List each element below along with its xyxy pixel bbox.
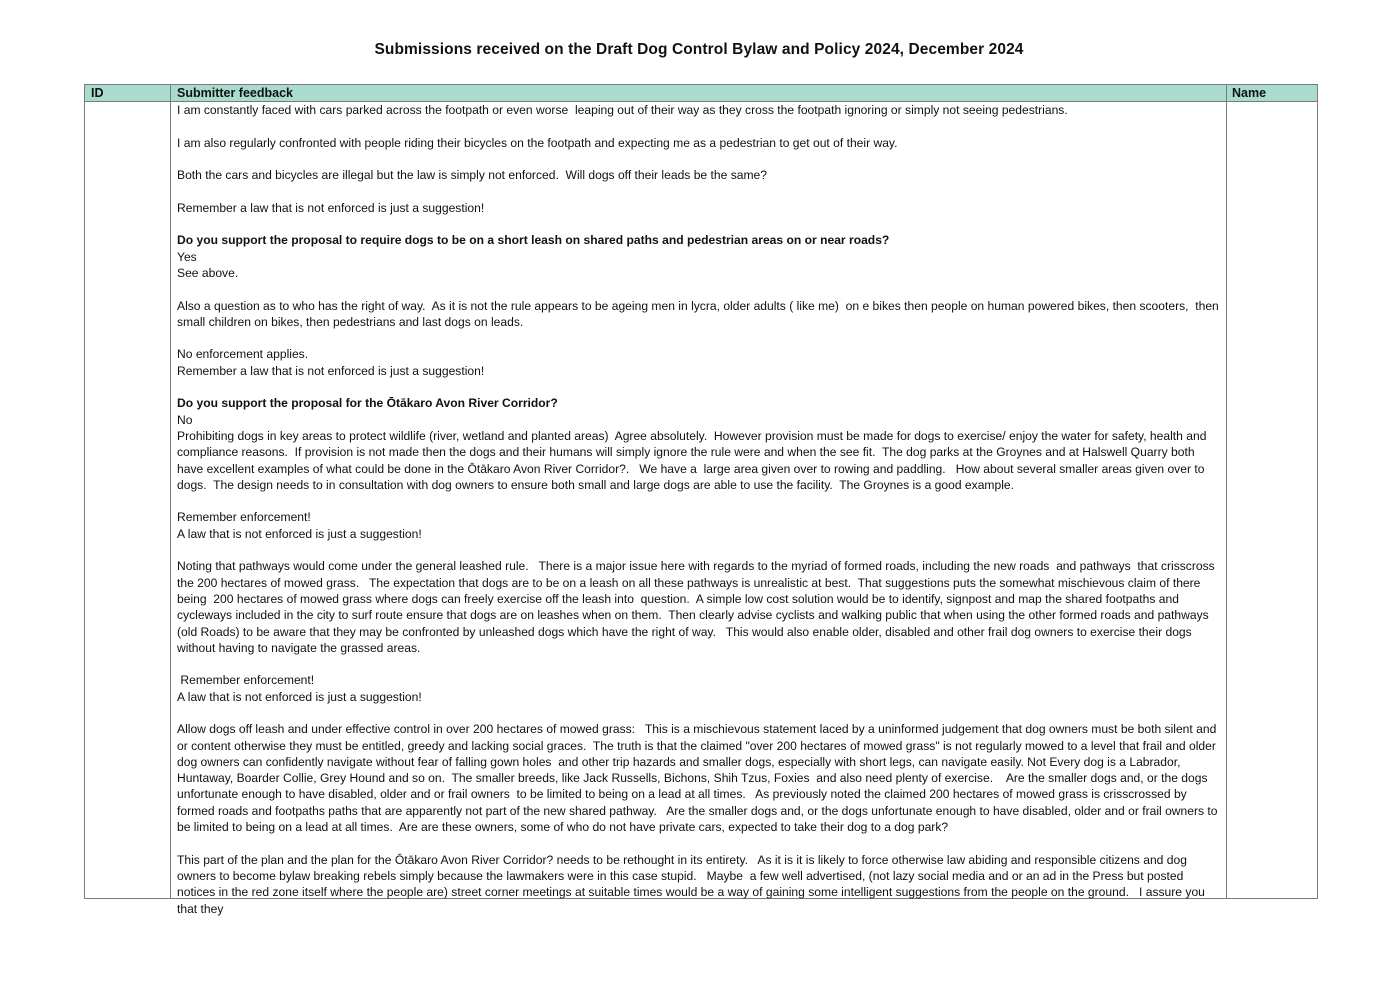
feedback-paragraph: This part of the plan and the plan for the Ōtākaro Avon River Corridor? needs to be rethought in its entirety. As it is it is likely to force otherwise law abiding and responsible citizens and dog owners to become bylaw breaking rebels simply because the lawmakers were in this case stupid. Maybe a few well advertised, (not lazy social media and or an ad in the Press but posted notices in the red zone itself where the people are) street corner meetings at suitable times would be a way of gaining some intelligent suggestions from the people on the ground. I assure you that they xyxy=(177,852,1209,916)
feedback-line: No enforcement applies. xyxy=(177,347,309,362)
column-header-id: ID xyxy=(91,86,104,100)
feedback-line: Yes xyxy=(177,249,197,264)
feedback-paragraph: A law that is not enforced is just a suggestion! xyxy=(177,526,422,541)
page-title: Submissions received on the Draft Dog Control Bylaw and Policy 2024, December 2024 xyxy=(374,41,1024,58)
feedback-line: Remember enforcement! xyxy=(177,510,311,525)
feedback-paragraph: Remember a law that is not enforced is just a suggestion! xyxy=(177,200,485,215)
feedback-paragraph: See above. xyxy=(177,265,239,280)
feedback-paragraph: I am also regularly confronted with people riding their bicycles on the footpath and expecting me as a pedestrian to get out of their way. xyxy=(177,135,898,150)
cell-submitter-feedback xyxy=(177,102,1223,933)
column-divider xyxy=(1226,85,1227,898)
feedback-paragraph: A law that is not enforced is just a suggestion! xyxy=(177,689,422,704)
feedback-paragraph: Also a question as to who has the right of way. As it is not the rule appears to be ageing men in lycra, older adults ( like me) on e bikes then people on human powered bikes, then scooters, then small children on bikes, then pedestrians and last dogs on leads. xyxy=(177,298,1223,329)
column-header-name: Name xyxy=(1232,86,1267,100)
question-heading: Do you support the proposal for the Ōtākaro Avon River Corridor? xyxy=(177,396,558,411)
table-header-row xyxy=(85,85,1317,102)
feedback-paragraph: Remember a law that is not enforced is just a suggestion! xyxy=(177,363,485,378)
question-heading: Do you support the proposal to require dogs to be on a short leash on shared paths and pedestrian areas on or near roads? xyxy=(177,233,890,248)
column-header-submitter-feedback: Submitter feedback xyxy=(177,86,294,100)
feedback-paragraph: Allow dogs off leash and under effective control in over 200 hectares of mowed grass: This is a mischievous statement laced by a uninformed judgement that dog owners must be both silent and or content otherwise they must be entitled, greedy and lacking social graces. The truth is that the claimed "over 200 hectares of mowed grass" is not regularly mowed to a level that frail and older dog owners can confidently navigate without fear of falling gown holes and other trip hazards and smaller dogs, especially with short legs, can navigate easily. Not Every dog is a Labrador, Huntaway, Boarder Collie, Grey Hound and so on. The smaller breeds, like Jack Russells, Bichons, Shih Tzus, Foxies and also need plenty of exercise. Are the smaller dogs and, or the dogs unfortunate enough to have disabled, older and or frail owners to be limited to being on a lead at all times. As previously noted the claimed 200 hectares of mowed grass is crisscrossed by formed roads and footpaths paths that are apparently not part of the new shared pathway. Are the smaller dogs and, or the dogs unfortunate enough to have disabled, older and or frail owners to be limited to being on a lead at all times. Are are these owners, some of who do not have private cars, expected to take their dog to a dog park? xyxy=(177,722,1221,835)
feedback-paragraph: I am constantly faced with cars parked across the footpath or even worse leaping out of their way as they cross the footpath ignoring or simply not seeing pedestrians. xyxy=(177,103,1068,117)
feedback-line: Remember enforcement! xyxy=(177,673,315,688)
column-divider xyxy=(170,85,171,898)
feedback-paragraph: Prohibiting dogs in key areas to protect wildlife (river, wetland and planted areas) Agree absolutely. However provision must be made for dogs to exercise/ enjoy the water for safety, health and compliance reasons. If provision is not made then the dogs and their humans will simply ignore the rule were and when the see fit. The dog parks at the Groynes and at Halswell Quarry both have excellent examples of what could be done in the Ōtākaro Avon River Corridor?. We have a large area given over to rowing and paddling. How about several smaller areas given over to dogs. The design needs to in consultation with dog owners to ensure both small and large dogs are able to use the facility. The Groynes is a good example. xyxy=(177,428,1210,492)
feedback-line: No xyxy=(177,412,193,427)
feedback-paragraph: Both the cars and bicycles are illegal but the law is simply not enforced. Will dogs off their leads be the same? xyxy=(177,168,767,183)
submissions-table xyxy=(84,84,1318,916)
feedback-paragraph: Noting that pathways would come under the general leashed rule. There is a major issue here with regards to the myriad of formed roads, including the new roads and pathways that crisscross the 200 hectares of mowed grass. The expectation that dogs are to be on a leash on all these pathways is unrealistic at best. That suggestions puts the somewhat mischievous claim of there being 200 hectares of mowed grass where dogs can freely exercise off the leash into question. A simple low cost solution would be to identify, signpost and map the shared footpaths and cycleways included in the city to surf route ensure that dogs are on leashes when on them. Then clearly advise cyclists and walking public that when using the other formed roads and pathways (old Roads) to be aware that they may be confronted by unleashed dogs which have the right of way. This would also enable older, disabled and other frail dog owners to exercise their dogs without having to navigate the grassed areas. xyxy=(177,559,1219,655)
